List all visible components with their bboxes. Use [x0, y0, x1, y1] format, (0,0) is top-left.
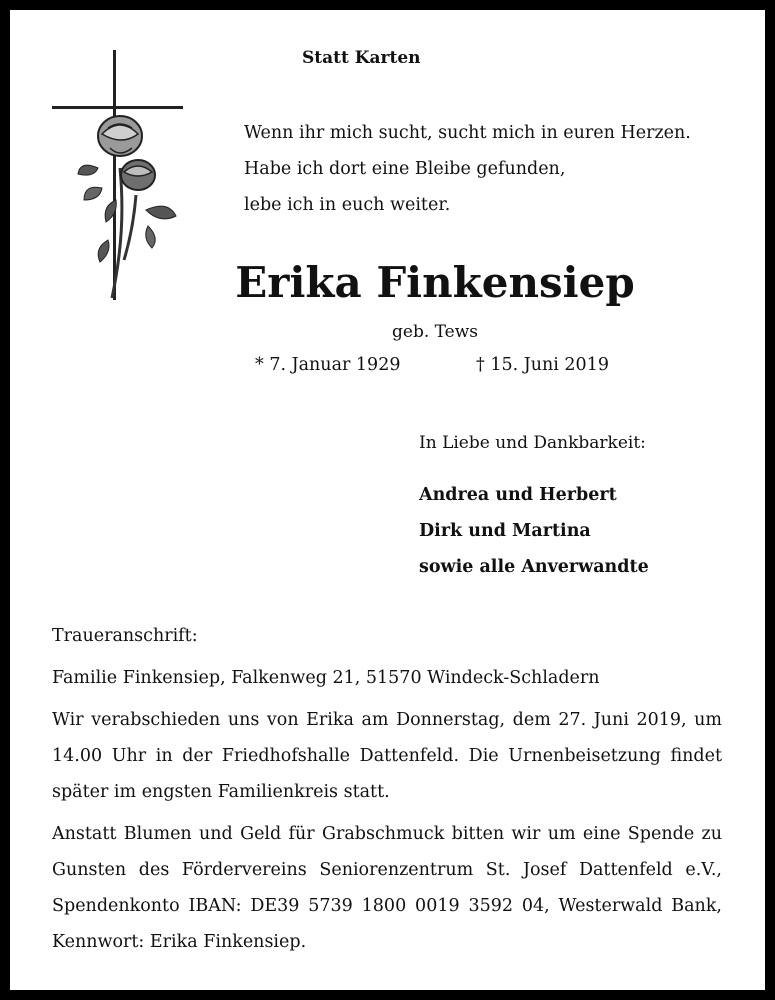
- mourners-list: [419, 477, 649, 585]
- poem-line: Wenn ihr mich sucht, sucht mich in euren Herzen.: [244, 123, 691, 143]
- mourners-intro: In Liebe und Dankbarkeit:: [419, 433, 646, 453]
- poem: [244, 115, 691, 223]
- farewell-paragraph: Wir verabschieden uns von Erika am Donnerstag, dem 27. Juni 2019, um 14.00 Uhr in der Friedhofshalle Dattenfeld. Die Urnenbeisetzung findet später im engsten Familienkreis statt.: [52, 710, 722, 802]
- birth-date: * 7. Januar 1929: [255, 355, 401, 375]
- mourner-name: sowie alle Anverwandte: [419, 557, 649, 577]
- mourner-name: Dirk und Martina: [419, 521, 591, 541]
- deceased-name: Erika Finkensiep: [235, 258, 635, 307]
- poem-line: Habe ich dort eine Bleibe gefunden,: [244, 159, 566, 179]
- address-label: Traueranschrift:: [52, 626, 198, 646]
- mourner-name: Andrea und Herbert: [419, 485, 617, 505]
- mourning-address: Familie Finkensiep, Falkenweg 21, 51570 Windeck-Schladern: [52, 668, 600, 688]
- obituary-card: [10, 10, 765, 990]
- header-title: Statt Karten: [302, 48, 421, 68]
- death-date: † 15. Juni 2019: [476, 355, 609, 375]
- donation-paragraph: Anstatt Blumen und Geld für Grabschmuck bitten wir um eine Spende zu Gunsten des Fördervereins Seniorenzentrum St. Josef Dattenfeld e.V., Spendenkonto IBAN: DE39 5739 1800 0019 3592 04, Westerwald Bank, Kennwort: Erika Finkensiep.: [52, 824, 722, 952]
- birth-name: geb. Tews: [392, 322, 478, 342]
- poem-line: lebe ich in euch weiter.: [244, 195, 451, 215]
